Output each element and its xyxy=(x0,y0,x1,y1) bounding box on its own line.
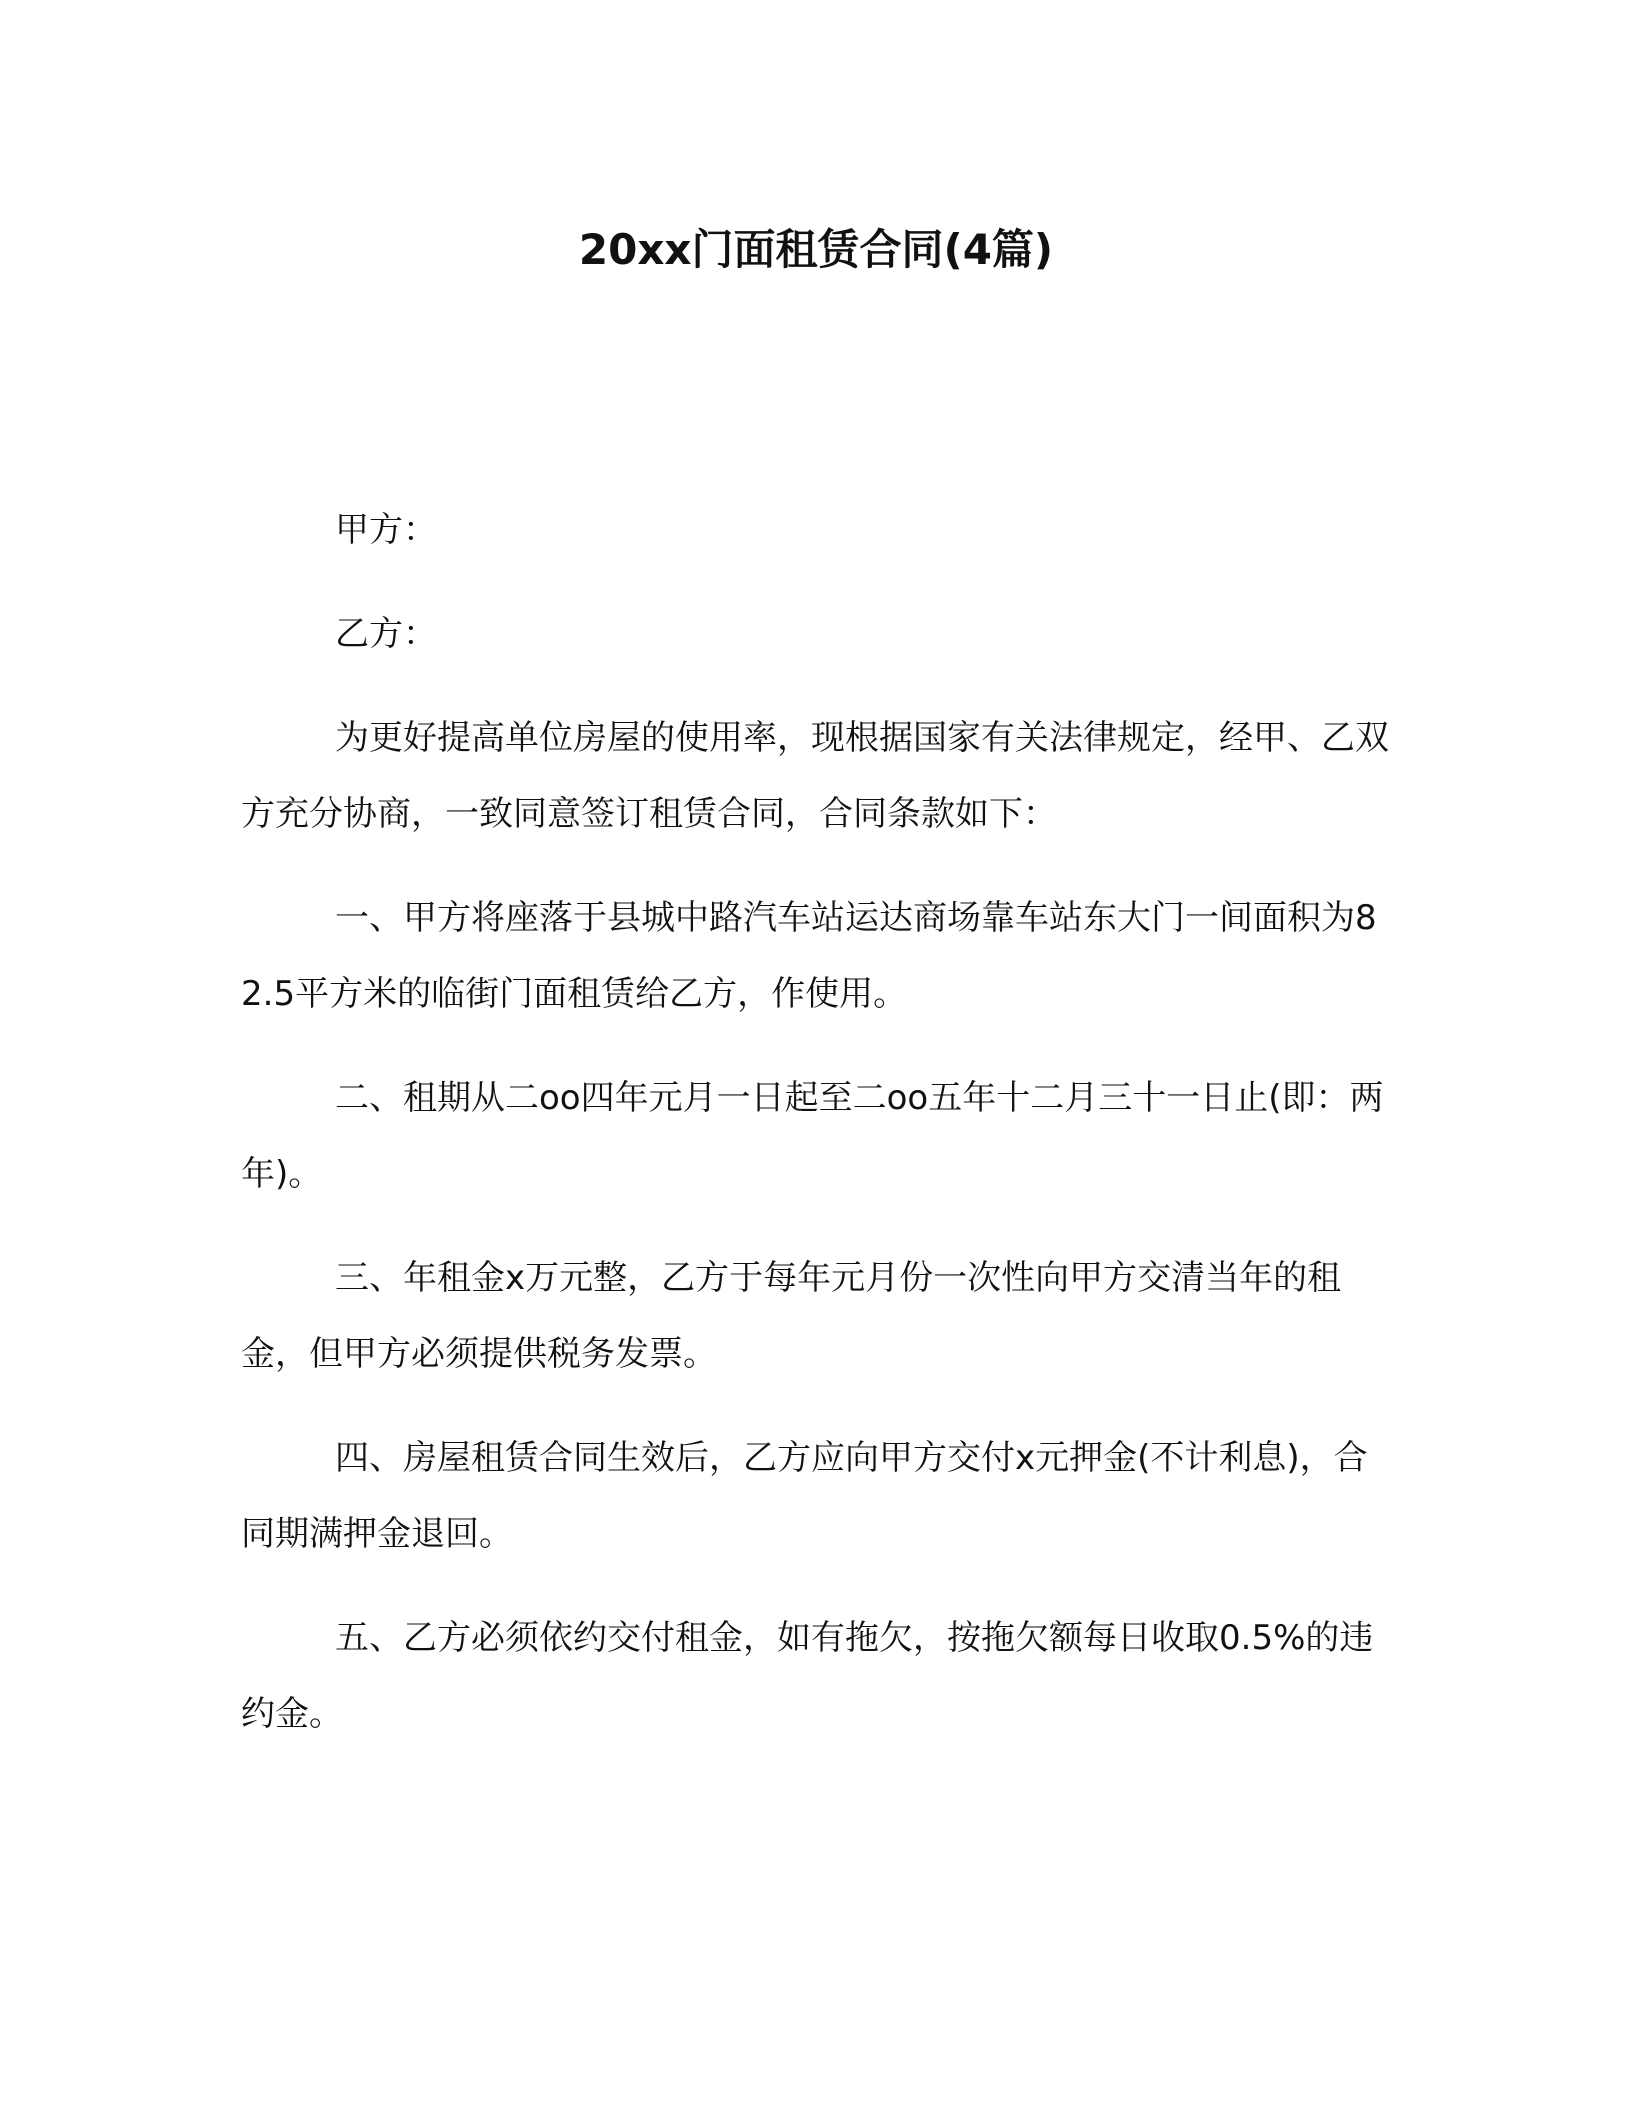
clause-2-paragraph: 二、租期从二oo四年元月一日起至二oo五年十二月三十一日止(即：两年)。 xyxy=(241,1078,1384,1194)
party-a-line: 甲方： xyxy=(335,510,437,550)
clause-3-paragraph: 三、年租金x万元整，乙方于每年元月份一次性向甲方交清当年的租金，但甲方必须提供税务发票。 xyxy=(241,1258,1342,1374)
party-b-line: 乙方： xyxy=(335,614,437,654)
intro-paragraph: 为更好提高单位房屋的使用率，现根据国家有关法律规定，经甲、乙双方充分协商，一致同意签订租赁合同，合同条款如下： xyxy=(241,718,1389,834)
clause-4-paragraph: 四、房屋租赁合同生效后，乙方应向甲方交付x元押金(不计利息)，合同期满押金退回。 xyxy=(241,1438,1368,1554)
clause-5-paragraph: 五、乙方必须依约交付租金，如有拖欠，按拖欠额每日收取0.5%的违约金。 xyxy=(241,1618,1374,1734)
document-body xyxy=(241,492,1391,1780)
clause-1-paragraph: 一、甲方将座落于县城中路汽车站运达商场靠车站东大门一间面积为82.5平方米的临街门面租赁给乙方，作使用。 xyxy=(241,898,1377,1014)
document-title: 20xx门面租赁合同(4篇) xyxy=(578,225,1054,274)
